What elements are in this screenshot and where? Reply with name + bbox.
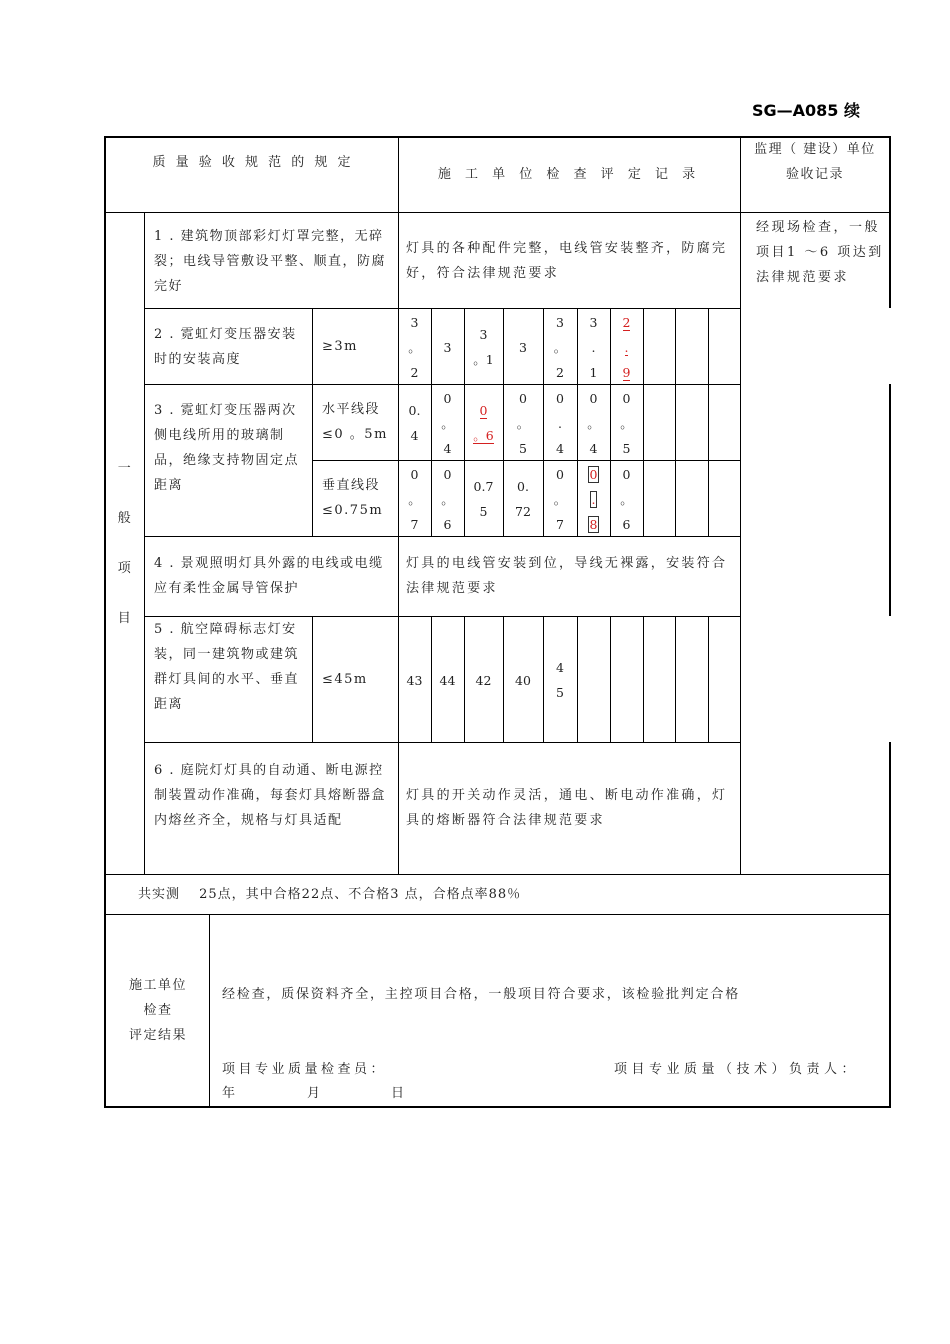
measured-value: 43 [406, 672, 423, 688]
item-6-spec: 6 . 庭院灯灯具的自动通、断电源控制装置动作准确，每套灯具熔断器盒内熔丝齐全，规格与灯具适配 [154, 763, 387, 828]
item-3-limit-horizontal: 水平线段≤0 。5m [322, 402, 388, 442]
header-record: 施 工 单 位 检 查 评 定 记 录 [437, 167, 701, 182]
item-2-spec: 2 . 霓虹灯变压器安装时的安装高度 [154, 327, 297, 367]
item-3-limit-vertical: 垂直线段≤0.75m [322, 478, 384, 518]
measured-value: 4 5 [556, 660, 564, 700]
measured-value: 0. 4 [408, 403, 421, 443]
measured-value: 0 。 7 [553, 466, 567, 532]
measured-value: 0 。6 [473, 403, 494, 443]
measured-value: 3 。1 [473, 327, 494, 367]
measured-value: 44 [439, 672, 456, 688]
measured-value: 3 。 2 [553, 314, 567, 380]
supervision-remark: 经现场检查，一般项目1 ～6 项达到法律规范要求 [756, 220, 884, 285]
inspector-signature: 项目专业质量检查员： [222, 1062, 388, 1077]
measured-value: 0 。 4 [441, 390, 454, 456]
measured-value: 0.7 5 [473, 479, 494, 519]
item-1-spec: 1 . 建筑物顶部彩灯灯罩完整，无碎裂；电线导管敷设平整、顺直，防腐完好 [154, 229, 387, 294]
chief-signature: 项目专业质量（技术）负责人： [614, 1062, 860, 1077]
measured-value: 0 . 8 [589, 466, 598, 532]
measured-value: 3 。 2 [408, 314, 421, 380]
date-day: 日 [391, 1086, 406, 1101]
document-code: SG—A085 续 [751, 101, 860, 120]
result-text: 经检查，质保资料齐全，主控项目合格，一般项目符合要求，该检验批判定合格 [222, 987, 741, 1002]
item-5-limit: ≤45m [322, 672, 368, 687]
item-1-record: 灯具的各种配件完整，电线管安装整齐，防腐完好，符合法律规范要求 [406, 241, 728, 281]
measured-value: 0 。 5 [620, 390, 633, 456]
result-label: 施工单位 检查 评定结果 [128, 978, 187, 1043]
section-label: 一 般 项 目 [117, 461, 133, 626]
measured-value: 0 。 7 [408, 466, 421, 532]
item-2-limit: ≥3m [322, 339, 358, 354]
item-4-record: 灯具的电线管安装到位，导线无裸露，安装符合法律规范要求 [406, 556, 728, 596]
item-6-record: 灯具的开关动作灵活，通电、断电动作准确，灯具的熔断器符合法律规范要求 [406, 788, 728, 828]
item-4-spec: 4 . 景观照明灯具外露的电线或电缆应有柔性金属导管保护 [154, 556, 384, 596]
measured-value: 3 [519, 339, 527, 355]
measured-value: 40 [515, 672, 531, 688]
date-year: 年 [222, 1086, 237, 1101]
measured-value: 0. 72 [515, 479, 531, 519]
measured-value: 0 . 4 [556, 390, 564, 456]
item-5-spec: 5 . 航空障碍标志灯安装，同一建筑物或建筑群灯具间的水平、垂直距离 [154, 622, 300, 712]
measured-value: 0 。 6 [620, 466, 633, 532]
measured-value: 3 . 1 [589, 314, 598, 380]
measured-value: 0 。 6 [441, 466, 454, 532]
date-month: 月 [307, 1086, 322, 1101]
header-supervision: 监理（ 建设）单位 验收记录 [754, 142, 876, 182]
measured-value: 0 。 4 [587, 390, 600, 456]
summary-line: 共实测 25点，其中合格22点、不合格3 点，合格点率88％ [138, 887, 522, 902]
measured-value: 3 [443, 339, 452, 355]
measured-value: 2 . 9 [622, 314, 631, 380]
measured-value: 0 。 5 [516, 390, 530, 456]
header-spec: 质 量 验 收 规 范 的 规 定 [152, 155, 354, 170]
item-3-spec: 3 . 霓虹灯变压器两次侧电线所用的玻璃制品，绝缘支持物固定点距离 [154, 403, 300, 493]
measured-value: 42 [475, 672, 492, 688]
